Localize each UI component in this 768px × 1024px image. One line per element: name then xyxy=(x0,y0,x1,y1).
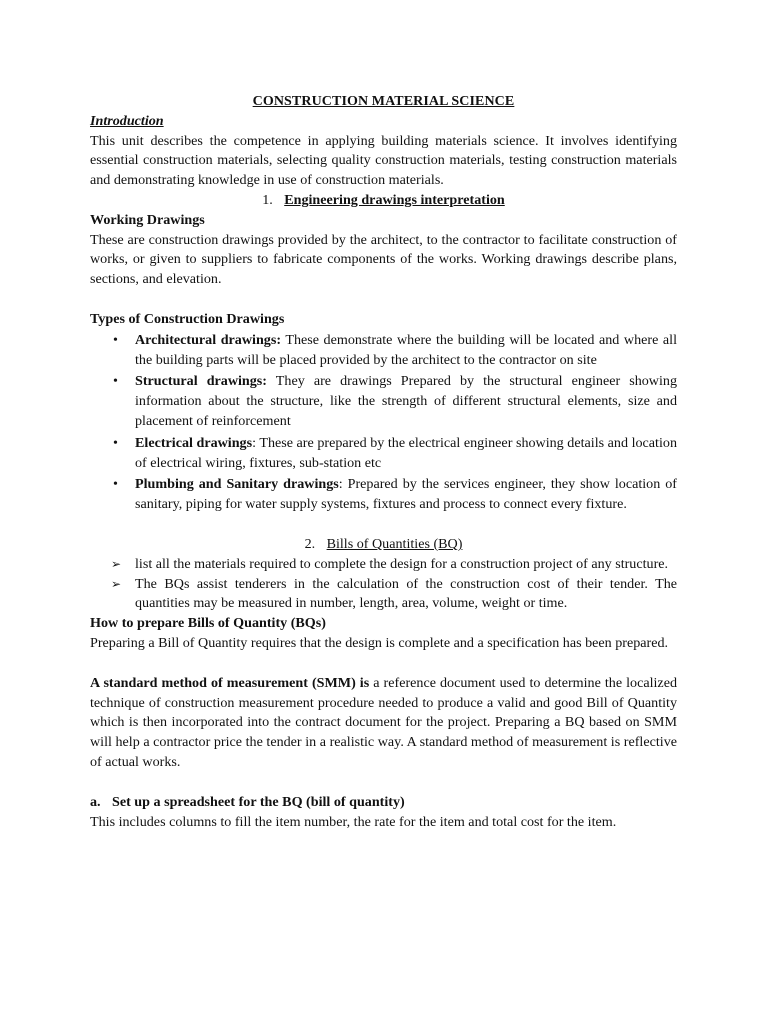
list-item xyxy=(90,434,677,474)
introduction-text: This unit describes the competence in applying building materials science. It involves identifying essential construction materials, selecting quality construction materials, testing construction materials and demonstrating knowledge in use of construction materials. xyxy=(90,132,677,189)
list-item xyxy=(90,575,677,615)
list-item xyxy=(90,331,677,371)
item-text: They are drawings Prepared by the structural engineer showing information about the structure, like the strength of different structural elements, size and placement of reinforcement xyxy=(135,373,677,429)
bullet-icon: • xyxy=(113,373,118,390)
smm-term: A standard method of measurement (SMM) is xyxy=(90,674,370,691)
bullet-icon: • xyxy=(113,434,118,451)
arrow-bullet-icon: ➢ xyxy=(111,556,122,571)
item-term: Plumbing and Sanitary drawings xyxy=(135,476,339,493)
step-a-text: This includes columns to fill the item number, the rate for the item and total cost for the item. xyxy=(90,813,617,830)
working-drawings-heading: Working Drawings xyxy=(90,211,205,228)
how-to-heading: How to prepare Bills of Quantity (BQs) xyxy=(90,615,326,632)
section-2-heading xyxy=(90,535,677,555)
section-2-title: Bills of Quantities (BQ) xyxy=(326,535,463,552)
smm-paragraph xyxy=(90,674,677,773)
section-1-heading xyxy=(90,191,677,211)
document-title: CONSTRUCTION MATERIAL SCIENCE xyxy=(252,94,515,109)
arrow-bullet-icon: ➢ xyxy=(111,576,122,591)
working-drawings-text: These are construction drawings provided by the architect, to the contractor to facilitate construction of works, or given to suppliers to fabricate components of the works. Working drawings describe plans, sections, and elevation. xyxy=(90,231,677,288)
step-a-heading xyxy=(90,793,677,813)
item-text: : Prepared by the services engineer, they show location of sanitary, piping for water supply systems, fixtures and process to connect every fixture. xyxy=(135,476,677,513)
list-item xyxy=(90,475,677,515)
types-heading: Types of Construction Drawings xyxy=(90,310,285,327)
item-term: Architectural drawings: xyxy=(135,331,282,348)
list-item xyxy=(90,555,677,575)
bullet-icon: • xyxy=(113,476,118,493)
bq-list xyxy=(90,555,677,614)
item-text: The BQs assist tenderers in the calculation of the construction cost of their tender. The quantities may be measured in number, length, area, volume, weight or time. xyxy=(135,575,677,612)
bullet-icon: • xyxy=(113,331,118,348)
item-text: list all the materials required to complete the design for a construction project of any structure. xyxy=(135,555,669,572)
section-2-number: 2. xyxy=(304,535,316,552)
section-1-number: 1. xyxy=(262,191,273,208)
list-item xyxy=(90,372,677,431)
step-a-label: a. xyxy=(90,793,101,810)
section-1-title: Engineering drawings interpretation xyxy=(284,191,505,208)
document-page xyxy=(90,92,677,832)
smm-text: a reference document used to determine the localized technique of construction measurement procedure needed to produce a valid and good Bill of Quantity which is then incorporated into the contract document for the project. Preparing a BQ based on SMM will help a contractor price the tender in a realistic way. A standard method of measurement is reflective of actual works. xyxy=(90,674,677,770)
step-a-title: Set up a spreadsheet for the BQ (bill of quantity) xyxy=(112,793,405,810)
item-term: Electrical drawings xyxy=(135,434,253,451)
how-to-text: Preparing a Bill of Quantity requires that the design is complete and a specification has been prepared. xyxy=(90,634,669,651)
item-text: : These are prepared by the electrical engineer showing details and location of electrical wiring, fixtures, sub-station etc xyxy=(135,434,677,471)
introduction-heading: Introduction xyxy=(90,112,164,129)
types-list xyxy=(90,331,677,515)
item-text: These demonstrate where the building will be located and where all the building parts will be placed provided by the architect to the contractor on site xyxy=(135,331,677,368)
item-term: Structural drawings: xyxy=(135,373,267,390)
